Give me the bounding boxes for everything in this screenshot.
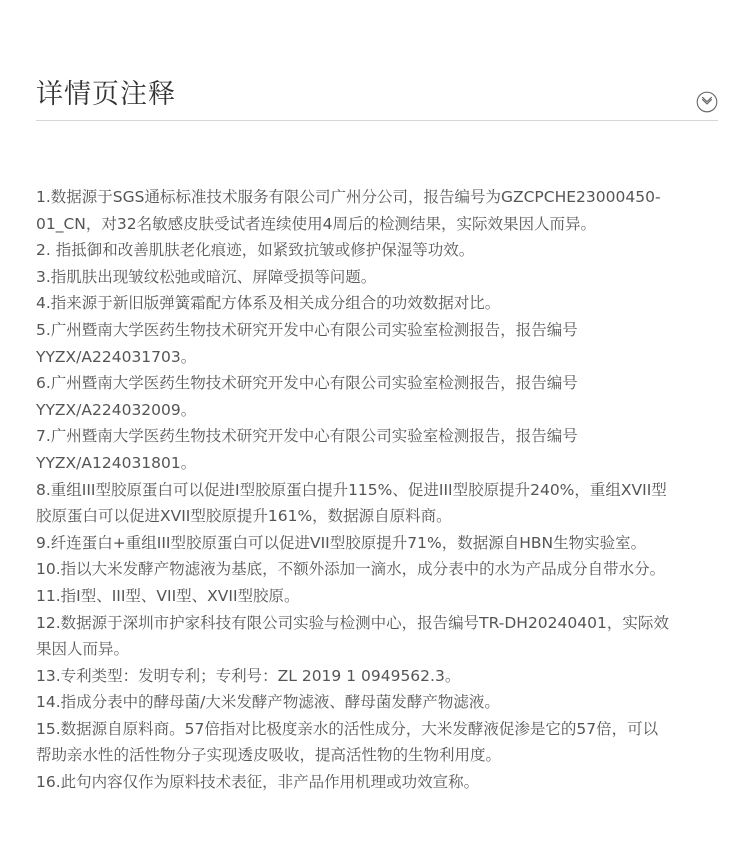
- note-item: 7.广州暨南大学医药生物技术研究开发中心有限公司实验室检测报告，报告编号 YYZX/A124031801。: [36, 427, 578, 472]
- note-item: 2. 指抵御和改善肌肤老化痕迹，如紧致抗皱或修护保湿等功效。: [36, 241, 475, 260]
- chevron-down-circle-icon[interactable]: [696, 91, 718, 113]
- notes-list: [36, 184, 720, 796]
- notes-header: [36, 68, 718, 121]
- note-item: 14.指成分表中的酵母菌/大米发酵产物滤液、酵母菌发酵产物滤液。: [36, 693, 500, 712]
- note-item: 13.专利类型：发明专利；专利号：ZL 2019 1 0949562.3。: [36, 666, 461, 685]
- note-item: 8.重组III型胶原蛋白可以促进I型胶原蛋白提升115%、促进III型胶原提升240%，重组XVII型 胶原蛋白可以促进XVII型胶原提升161%，数据源自原料商。: [36, 480, 667, 526]
- note-item: 10.指以大米发酵产物滤液为基底，不额外添加一滴水，成分表中的水为产品成分自带水分。: [36, 560, 666, 579]
- note-item: 12.数据源于深圳市护家科技有限公司实验与检测中心，报告编号TR-DH20240401，实际效 果因人而异。: [36, 613, 669, 659]
- note-item: 11.指I型、III型、VII型、XVII型胶原。: [36, 586, 300, 605]
- note-item: 16.此句内容仅作为原料技术表征，非产品作用机理或功效宣称。: [36, 773, 480, 792]
- note-item: 9.纤连蛋白+重组III型胶原蛋白可以促进VII型胶原提升71%，数据源自HBN生物实验室。: [36, 533, 647, 552]
- note-item: 15.数据源自原料商。57倍指对比极度亲水的活性成分，大米发酵液促渗是它的57倍，可以 帮助亲水性的活性物分子实现透皮吸收，提高活性物的生物利用度。: [36, 719, 659, 765]
- page-title: 详情页注释: [36, 79, 176, 110]
- note-item: 5.广州暨南大学医药生物技术研究开发中心有限公司实验室检测报告，报告编号 YYZX/A224031703。: [36, 320, 578, 366]
- note-item: 1.数据源于SGS通标标准技术服务有限公司广州分公司，报告编号为GZCPCHE23000450- 01_CN，对32名敏感皮肤受试者连续使用4周后的检测结果，实际效果因人而异。: [36, 188, 661, 233]
- note-item: 4.指来源于新旧版弹簧霜配方体系及相关成分组合的功效数据对比。: [36, 294, 501, 313]
- note-item: 3.指肌肤出现皱纹松弛或暗沉、屏障受损等问题。: [36, 267, 377, 286]
- note-item: 6.广州暨南大学医药生物技术研究开发中心有限公司实验室检测报告，报告编号 YYZX/A224032009。: [36, 374, 578, 419]
